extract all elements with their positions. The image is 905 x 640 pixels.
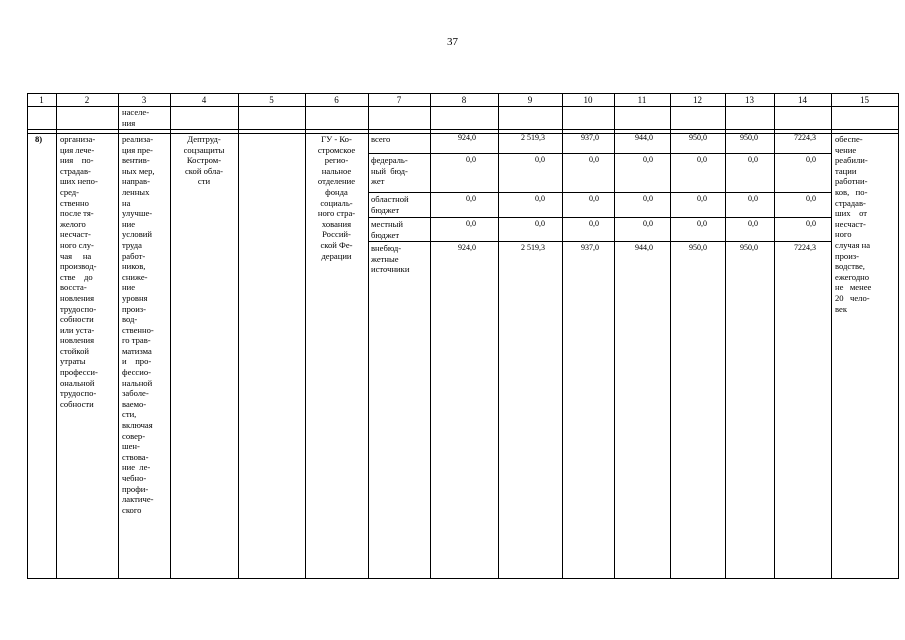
header-cell: 1	[39, 95, 44, 105]
value-cell: 937,0	[581, 243, 599, 252]
header-cell: 6	[334, 95, 339, 105]
value-cell: 0,0	[748, 194, 758, 203]
value-cell: 0,0	[466, 155, 476, 164]
header-cell: 5	[269, 95, 274, 105]
cell-col3: реализа- ция пре- вентив- ных мер, направ- ленных на улучше- ние условий труда работ- ников, сниже- ние уровня произ- вод- ственно- го трав- матизма и про- фессио- нальной заболе- ваемо- сти, включая совер- шен- ствова- ние ле- чебно- профи- лактиче- ского	[122, 134, 155, 515]
value-cell: 0,0	[806, 194, 816, 203]
header-cell: 3	[141, 95, 147, 105]
value-cell: 944,0	[635, 243, 653, 252]
value-cell: 7224,3	[794, 243, 816, 252]
header-cell: 13	[745, 95, 754, 105]
value-cell: 0,0	[643, 219, 653, 228]
value-cell: 0,0	[643, 155, 653, 164]
value-cell: 0,0	[535, 155, 545, 164]
value-cell: 0,0	[535, 219, 545, 228]
header-cell: 7	[396, 95, 402, 105]
value-cell: 7224,3	[794, 133, 816, 142]
value-cell: 2 519,3	[521, 243, 545, 252]
header-cell: 10	[583, 95, 593, 105]
funding-source-extrabudget: внебюд- жетные источники	[371, 243, 410, 275]
funding-source-regional: областной бюджет	[371, 194, 409, 215]
value-cell: 0,0	[466, 194, 476, 203]
value-cell: 0,0	[589, 219, 599, 228]
value-cell: 0,0	[643, 194, 653, 203]
value-cell: 0,0	[697, 219, 707, 228]
value-cell: 924,0	[458, 133, 476, 142]
cell-col15: обеспе- чение реабили- тации работни- ков, по- страдав- ших от несчаст- ного случая на произ- водстве, ежегодно не менее 20 чело- век	[835, 134, 872, 314]
cell-col2: организа- ция лече- ния по- страдав- ших непо- сред- ственно после тя- желого несчаст- ного слу- чая на производ- стве до восста- новления трудоспо- собности или уста- новления стойкой утраты професси- ональной трудоспо- собности	[60, 134, 98, 409]
value-cell: 0,0	[806, 155, 816, 164]
value-cell: 950,0	[740, 133, 758, 142]
header-cell: 8	[461, 95, 467, 105]
value-cell: 2 519,3	[521, 133, 545, 142]
value-cell: 950,0	[689, 133, 707, 142]
header-cell: 9	[527, 95, 533, 105]
value-cell: 924,0	[458, 243, 476, 252]
value-cell: 944,0	[635, 133, 653, 142]
header-cell: 2	[84, 95, 90, 105]
row-number: 8)	[35, 134, 43, 144]
header-cell: 15	[860, 95, 869, 105]
header-cell: 11	[637, 95, 647, 105]
value-cell: 0,0	[697, 155, 707, 164]
header-cell: 14	[798, 95, 807, 105]
header-cell: 12	[693, 95, 702, 105]
value-cell: 0,0	[589, 155, 599, 164]
value-cell: 0,0	[466, 219, 476, 228]
value-cell: 0,0	[535, 194, 545, 203]
value-cell: 0,0	[697, 194, 707, 203]
cell-col4: Дептруд- соцзащиты Костром- ской обла- сти	[183, 134, 225, 187]
continued-text-col3: населе- ния	[122, 107, 150, 128]
funding-source-total: всего	[371, 134, 391, 144]
header-cell: 4	[201, 95, 207, 105]
value-cell: 950,0	[740, 243, 758, 252]
funding-source-federal: федераль- ный бюд- жет	[371, 155, 408, 187]
value-cell: 950,0	[689, 243, 707, 252]
cell-col6: ГУ - Ко- стромское регио- нальное отделение фонда социаль- ного стра- хования Россий- ской Фе- дерации	[317, 134, 356, 261]
funding-source-local: местный бюджет	[371, 219, 404, 240]
value-cell: 0,0	[748, 219, 758, 228]
page-number: 37	[447, 36, 458, 48]
value-cell: 0,0	[589, 194, 599, 203]
value-cell: 937,0	[581, 133, 599, 142]
value-cell: 0,0	[806, 219, 816, 228]
value-cell: 0,0	[748, 155, 758, 164]
